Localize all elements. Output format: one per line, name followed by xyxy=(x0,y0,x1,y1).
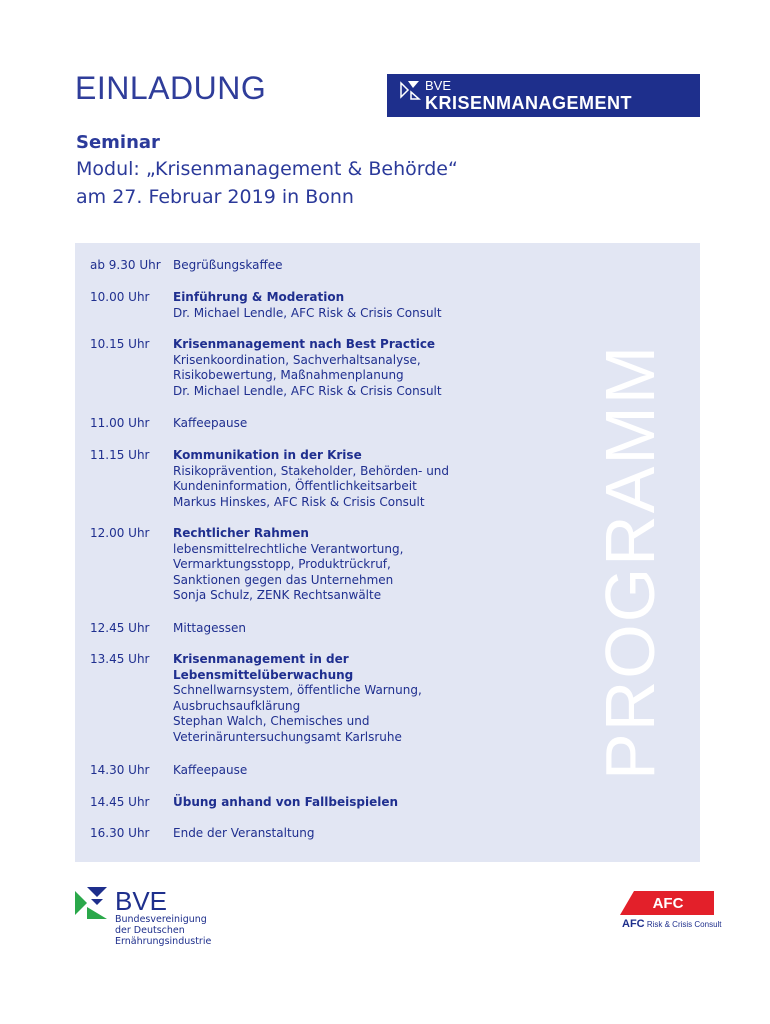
schedule-title: Kommunikation in der Krise xyxy=(173,448,362,462)
afc-sub-text: Risk & Crisis Consult xyxy=(646,920,722,929)
afc-subtitle xyxy=(622,918,722,930)
schedule-content xyxy=(173,621,583,637)
schedule-detail: Markus Hinskes, AFC Risk & Crisis Consult xyxy=(173,494,425,509)
schedule-time: 10.00 Uhr xyxy=(90,290,150,304)
banner-brand: BVE xyxy=(425,78,452,93)
afc-logo-text: AFC xyxy=(652,895,684,912)
page-title: EINLADUNG xyxy=(75,70,267,106)
schedule-time: 13.45 Uhr xyxy=(90,652,150,666)
afc-logo xyxy=(620,891,714,915)
schedule-content xyxy=(173,652,583,745)
schedule-detail: Dr. Michael Lendle, AFC Risk & Crisis Consult xyxy=(173,383,442,398)
schedule-detail: lebensmittelrechtliche Verantwortung, xyxy=(173,541,404,556)
bve-logo-icon xyxy=(73,885,109,921)
schedule-content xyxy=(173,448,583,510)
schedule-time: ab 9.30 Uhr xyxy=(90,258,161,272)
schedule-detail: Krisenkoordination, Sachverhaltsanalyse, xyxy=(173,352,421,367)
schedule-title-cont: Lebensmittelüberwachung xyxy=(173,667,354,682)
bve-subtitle xyxy=(115,914,211,947)
schedule-time: 16.30 Uhr xyxy=(90,826,150,840)
schedule-title: Einführung & Moderation xyxy=(173,290,345,304)
seminar-label: Seminar xyxy=(76,132,160,153)
schedule-detail: Vermarktungsstopp, Produktrückruf, xyxy=(173,557,391,571)
schedule-detail: Kundeninformation, Öffentlichkeitsarbeit xyxy=(173,479,417,493)
schedule-time: 14.45 Uhr xyxy=(90,795,150,809)
schedule-title: Ende der Veranstaltung xyxy=(173,826,315,840)
schedule-detail: Ausbruchsaufklärung xyxy=(173,698,301,713)
schedule-title: Mittagessen xyxy=(173,621,246,635)
schedule-detail: Sonja Schulz, ZENK Rechtsanwälte xyxy=(173,588,382,602)
schedule-detail: Schnellwarnsystem, öffentliche Warnung, xyxy=(173,683,422,697)
schedule-title: Begrüßungskaffee xyxy=(173,258,283,272)
schedule-content xyxy=(173,416,583,432)
schedule-content xyxy=(173,258,583,274)
schedule-content xyxy=(173,526,583,604)
bve-name: BVE xyxy=(115,886,168,916)
modul-line: Modul: „Krisenmanagement & Behörde“ xyxy=(76,158,458,180)
schedule-title: Kaffeepause xyxy=(173,416,248,430)
schedule-content xyxy=(173,763,583,779)
schedule-content xyxy=(173,337,583,399)
schedule-content xyxy=(173,290,583,321)
schedule-title: Rechtlicher Rahmen xyxy=(173,526,309,540)
banner-subtitle: KRISENMANAGEMENT xyxy=(425,93,633,113)
schedule-content xyxy=(173,826,583,842)
schedule-detail: Stephan Walch, Chemisches und xyxy=(173,714,370,728)
schedule-detail: Risikoprävention, Stakeholder, Behörden- und xyxy=(173,463,450,478)
schedule-title: Übung anhand von Fallbeispielen xyxy=(173,795,399,809)
schedule-time: 12.00 Uhr xyxy=(90,526,150,540)
schedule-content xyxy=(173,795,583,811)
schedule-time: 14.30 Uhr xyxy=(90,763,150,777)
schedule-detail: Veterinäruntersuchungsamt Karlsruhe xyxy=(173,729,402,744)
bve-sub-line: Bundesvereinigung xyxy=(115,914,207,925)
krisenmanagement-banner xyxy=(387,74,700,117)
bve-sub-line: Ernährungsindustrie xyxy=(115,936,212,947)
schedule-time: 10.15 Uhr xyxy=(90,337,150,351)
schedule-time: 11.15 Uhr xyxy=(90,448,150,462)
schedule-detail: Dr. Michael Lendle, AFC Risk & Crisis Consult xyxy=(173,305,442,320)
schedule-time: 11.00 Uhr xyxy=(90,416,150,430)
bve-sub-line: der Deutschen xyxy=(115,925,185,936)
schedule-title: Krisenmanagement nach Best Practice xyxy=(173,337,436,351)
schedule-time: 12.45 Uhr xyxy=(90,621,150,635)
date-line: am 27. Februar 2019 in Bonn xyxy=(76,186,354,208)
schedule-title: Kaffeepause xyxy=(173,763,248,777)
afc-sub-strong: AFC xyxy=(622,918,645,930)
bve-mark-icon xyxy=(399,79,421,101)
programm-label: PROGRAMM xyxy=(591,344,669,780)
schedule-title: Krisenmanagement in der xyxy=(173,652,349,666)
schedule-detail: Risikobewertung, Maßnahmenplanung xyxy=(173,368,404,382)
schedule-detail: Sanktionen gegen das Unternehmen xyxy=(173,572,394,587)
